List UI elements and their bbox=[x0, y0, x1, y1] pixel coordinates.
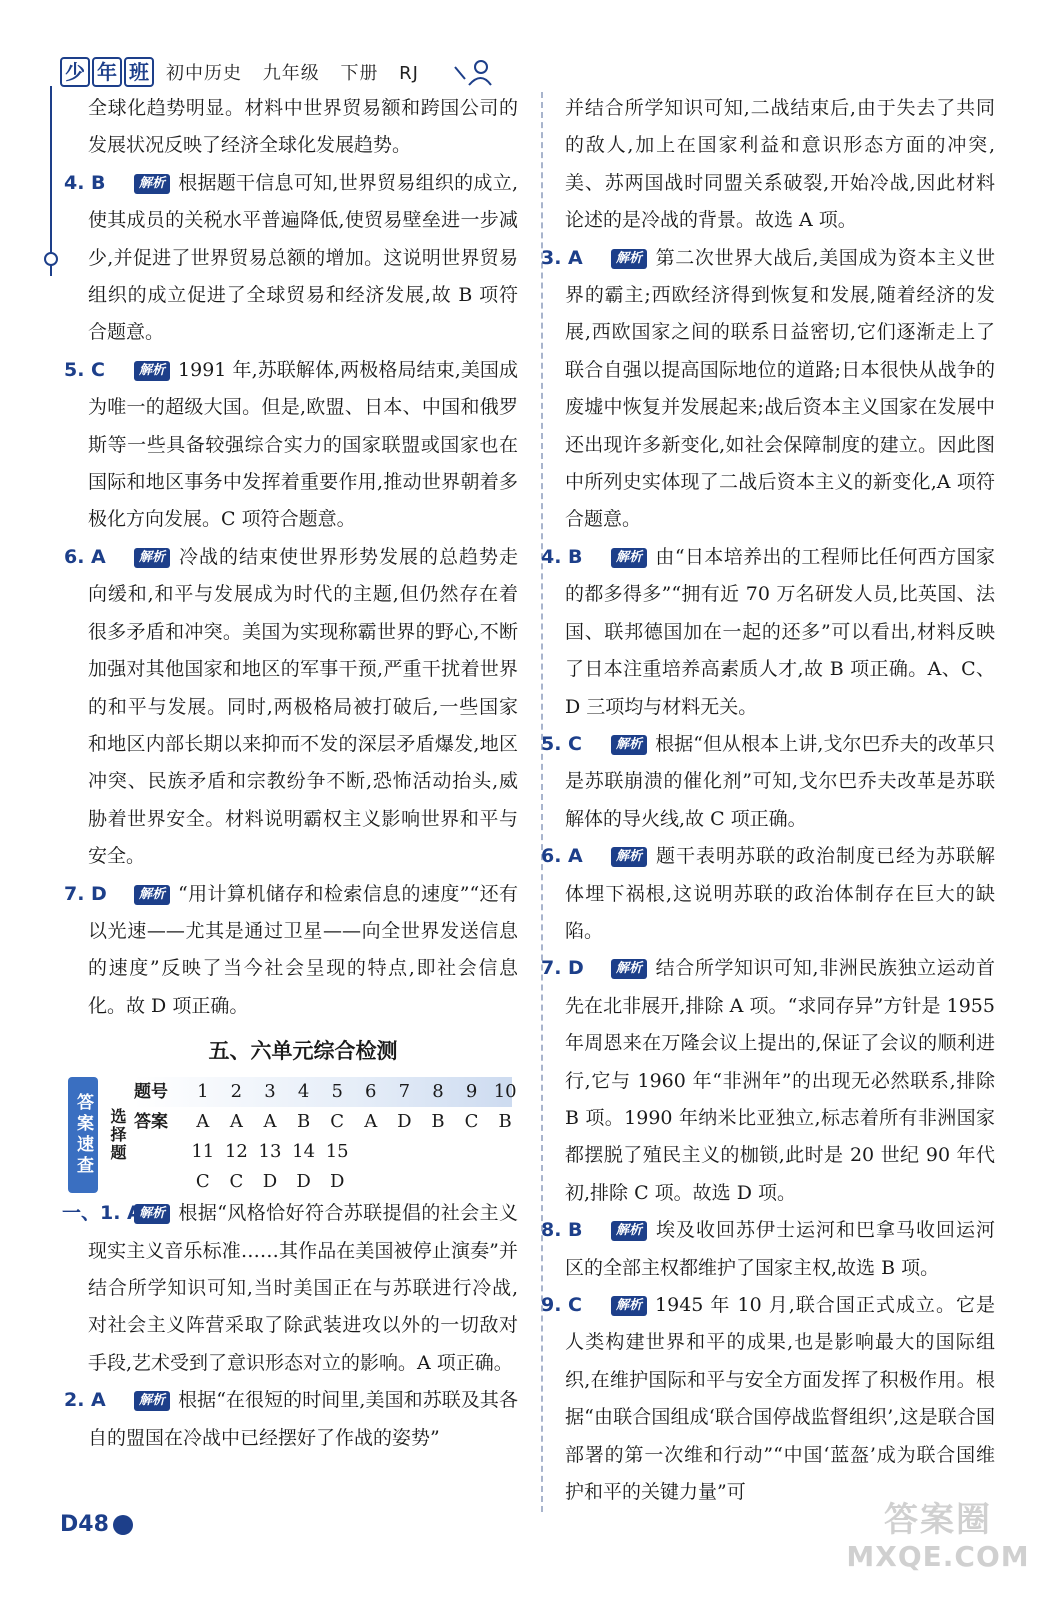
quick-cell: B bbox=[431, 1111, 445, 1133]
quick-cell: 10 bbox=[493, 1081, 517, 1103]
section-title: 五、六单元综合检测 bbox=[208, 1039, 398, 1064]
margin-ring-icon bbox=[44, 252, 58, 266]
brand-logo bbox=[60, 57, 154, 87]
quick-row bbox=[134, 1077, 522, 1107]
quick-cell: 9 bbox=[465, 1081, 478, 1103]
answer-item bbox=[541, 838, 995, 950]
quick-cell: 12 bbox=[224, 1141, 248, 1163]
quick-cell: 8 bbox=[432, 1081, 444, 1103]
quick-cell: C bbox=[195, 1171, 210, 1193]
quick-cell: 11 bbox=[191, 1141, 215, 1163]
quick-row-head: 题号 bbox=[134, 1082, 168, 1103]
analysis-tag: 解析 bbox=[611, 548, 647, 568]
quick-row-head bbox=[134, 1137, 186, 1167]
answer-text: 第二次世界大战后,美国成为资本主义世界的霸主;西欧经济得到恢复和发展,随着经济的发展,西欧国家之间的联系日益密切,它们逐渐走上了联合自强以提高国际地位的道路;日本很快从战争的废墟中恢复并发展起来;战后资本主义国家在发展中还出现许多新变化,如社会保障制度的建立。因此图中所列史实体现了二战后资本主义的新变化,A 项符合题意。 bbox=[565, 246, 995, 531]
quick-cell: 14 bbox=[292, 1141, 316, 1163]
answer-item bbox=[565, 90, 995, 240]
answer-item bbox=[541, 726, 995, 838]
answer-text: 由“日本培养出的工程师比任何西方国家的都多得多”“拥有近 70 万名研发人员,比英国、法国、联邦德国加在一起的还多”可以看出,材料反映了日本注重培养高素质人才,故 B 项正确。A、C、D 三项均与材料无关。 bbox=[565, 545, 995, 718]
quick-grid bbox=[134, 1077, 522, 1197]
answer-number: 6. A bbox=[541, 845, 583, 868]
page-number bbox=[60, 1512, 133, 1537]
answer-number: 一、1. A bbox=[62, 1202, 142, 1225]
quick-sub-label: 选择题 bbox=[108, 1108, 127, 1163]
answer-item bbox=[541, 240, 995, 539]
answer-item bbox=[64, 165, 518, 352]
analysis-tag: 解析 bbox=[611, 1296, 647, 1316]
answer-number: 5. C bbox=[64, 358, 105, 381]
quick-cell: A bbox=[196, 1111, 210, 1133]
answer-text: 并结合所学知识可知,二战结束后,由于失去了共同的敌人,加上在国家利益和意识形态方面的冲突,美、苏两国战时同盟关系破裂,开始冷战,因此材料论述的是冷战的背景。故选 A 项。 bbox=[565, 97, 995, 232]
answer-text: 1991 年,苏联解体,两极格局结束,美国成为唯一的超级大国。但是,欧盟、日本、中国和俄罗斯等一些具备较强综合实力的国家联盟或国家也在国际和地区事务中发挥着重要作用,推动世界朝着多极化方向发展。C 项符合题意。 bbox=[88, 358, 518, 531]
answer-number: 7. D bbox=[541, 957, 584, 980]
brand-char: 年 bbox=[92, 57, 122, 87]
quick-row bbox=[134, 1167, 522, 1197]
quick-cell: A bbox=[263, 1111, 277, 1133]
answer-item bbox=[88, 90, 518, 165]
watermark-line: 答案圈 bbox=[884, 1500, 992, 1540]
analysis-tag: 解析 bbox=[611, 847, 647, 867]
analysis-tag: 解析 bbox=[611, 735, 647, 755]
page-dot-icon bbox=[113, 1515, 133, 1535]
quick-cell: 1 bbox=[197, 1081, 209, 1103]
answer-number: 3. A bbox=[541, 246, 583, 269]
answer-number: 2. A bbox=[64, 1389, 106, 1412]
quick-cell: A bbox=[229, 1111, 243, 1133]
quick-cell: C bbox=[464, 1111, 479, 1133]
answer-text: 根据题干信息可知,世界贸易组织的成立,使其成员的关税水平普遍降低,使贸易壁垒进一步减少,并促进了世界贸易总额的增加。这说明世界贸易组织的成立促进了全球贸易和经济发展,故 B 项符合题意。 bbox=[88, 171, 518, 344]
quick-cell: 7 bbox=[398, 1081, 411, 1103]
quick-row-head: 答案 bbox=[134, 1112, 168, 1133]
analysis-tag: 解析 bbox=[134, 174, 170, 194]
analysis-tag: 解析 bbox=[134, 361, 170, 381]
answer-text: 1945 年 10 月,联合国正式成立。它是人类构建世界和平的成果,也是影响最大的国际组织,在维护国际和平与安全方面发挥了积极作用。根据“由联合国组成‘联合国停战监督组织’,这是联合国部署的第一次维和行动”“中国‘蓝盔’成为联合国维护和平的关键力量”可 bbox=[565, 1294, 995, 1504]
analysis-tag: 解析 bbox=[611, 959, 647, 979]
book-info: 初中历史 九年级 下册 RJ bbox=[166, 63, 419, 84]
answer-text: 题干表明苏联的政治制度已经为苏联解体埋下祸根,这说明苏联的政治体制存在巨大的缺陷。 bbox=[565, 845, 995, 942]
analysis-tag: 解析 bbox=[611, 249, 647, 269]
answer-text: 根据“但从根本上讲,戈尔巴乔夫的改革只是苏联崩溃的催化剂”可知,戈尔巴乔夫改革是苏联解体的导火线,故 C 项正确。 bbox=[565, 732, 995, 830]
quick-cell: D bbox=[397, 1111, 412, 1133]
analysis-tag: 解析 bbox=[611, 1221, 647, 1241]
quick-row bbox=[134, 1107, 522, 1137]
answer-number: 7. D bbox=[64, 882, 107, 905]
answer-number: 8. B bbox=[541, 1219, 583, 1242]
margin-rule bbox=[50, 86, 52, 276]
quick-cell: 2 bbox=[230, 1081, 243, 1103]
answer-item bbox=[541, 950, 995, 1212]
answer-item bbox=[541, 1287, 995, 1511]
quick-cell: B bbox=[296, 1111, 311, 1133]
page-number-text: D48 bbox=[60, 1512, 109, 1537]
page-header bbox=[60, 52, 540, 92]
answer-number: 5. C bbox=[541, 732, 582, 755]
quick-cell: A bbox=[364, 1111, 378, 1133]
student-icon bbox=[453, 57, 493, 87]
quick-cell: C bbox=[229, 1171, 244, 1193]
brand-char: 班 bbox=[124, 57, 154, 87]
analysis-tag: 解析 bbox=[134, 1204, 170, 1224]
quick-cell: C bbox=[330, 1111, 345, 1133]
answer-number: 4. B bbox=[541, 545, 583, 568]
watermark-line: MXQE.COM bbox=[846, 1540, 1030, 1573]
quick-cell: 6 bbox=[365, 1081, 377, 1103]
answer-text: 埃及收回苏伊士运河和巴拿马收回运河区的全部主权都维护了国家主权,故选 B 项。 bbox=[565, 1219, 995, 1279]
answer-item bbox=[541, 1212, 995, 1287]
analysis-tag: 解析 bbox=[134, 548, 170, 568]
quick-row bbox=[134, 1137, 522, 1167]
answer-text: 根据“在很短的时间里,美国和苏联及其各自的盟国在冷战中已经摆好了作战的姿势” bbox=[88, 1389, 518, 1449]
quick-cell: D bbox=[262, 1171, 278, 1193]
answer-item bbox=[64, 539, 518, 876]
answer-text: 根据“风格恰好符合苏联提倡的社会主义现实主义音乐标准……其作品在美国被停止演奏”并结合所学知识可知,当时美国正在与苏联进行冷战,对社会主义阵营采取了除武装进攻以外的一切敌对手段,艺术受到了意识形态对立的影响。A 项正确。 bbox=[88, 1202, 518, 1374]
answer-number: 6. A bbox=[64, 545, 106, 568]
left-column bbox=[62, 90, 518, 1457]
answer-text: 结合所学知识可知,非洲民族独立运动首先在北非展开,排除 A 项。“求同存异”方针是 1955 年周恩来在万隆会议上提出的,保证了会议的顺利进行,它与 1960 年“非洲年”的出现无必然联系,排除 B 项。1990 年纳米比亚独立,标志着所有非洲国家都摆脱了殖民主义的枷锁,此时是 20 世纪 90 年代初,排除 C 项。故选 D 项。 bbox=[565, 957, 995, 1204]
answer-text: 全球化趋势明显。材料中世界贸易额和跨国公司的发展状况反映了经济全球化发展趋势。 bbox=[88, 97, 518, 157]
answer-item bbox=[64, 352, 518, 539]
brand-char: 少 bbox=[60, 57, 90, 87]
answer-item bbox=[541, 539, 995, 726]
quick-cell: 4 bbox=[297, 1081, 310, 1103]
quick-cell: 3 bbox=[264, 1081, 276, 1103]
answer-item bbox=[64, 876, 518, 1026]
quick-cell: B bbox=[498, 1111, 512, 1133]
answer-number: 9. C bbox=[541, 1294, 582, 1316]
answer-number: 4. B bbox=[64, 171, 106, 194]
answer-text: 冷战的结束使世界形势发展的总趋势走向缓和,和平与发展成为时代的主题,但仍然存在着很多矛盾和冲突。美国为实现称霸世界的野心,不断加强对其他国家和地区的军事干预,严重干扰着世界的和平与发展。同时,两极格局被打破后,一些国家和地区内部长期以来抑而不发的深层矛盾爆发,地区冲突、民族矛盾和宗教纷争不断,恐怖活动抬头,威胁着世界安全。材料说明霸权主义影响世界和平与安全。 bbox=[88, 545, 518, 868]
quick-row-head bbox=[134, 1167, 186, 1197]
analysis-tag: 解析 bbox=[134, 1391, 170, 1411]
answer-item bbox=[62, 1195, 518, 1382]
answer-item bbox=[64, 1382, 518, 1457]
answer-quick-table bbox=[68, 1077, 518, 1195]
quick-cell: 5 bbox=[331, 1081, 343, 1103]
quick-cell: 15 bbox=[325, 1141, 349, 1163]
quick-cell: D bbox=[296, 1171, 311, 1193]
analysis-tag: 解析 bbox=[134, 885, 170, 905]
answer-text: “用计算机储存和检索信息的速度”“还有以光速——尤其是通过卫星——向全世界发送信息的速度”反映了当今社会呈现的特点,即社会信息化。故 D 项正确。 bbox=[88, 882, 518, 1017]
quick-cell: D bbox=[329, 1171, 345, 1193]
quick-label: 答案速查 bbox=[68, 1077, 98, 1193]
right-column bbox=[541, 90, 995, 1511]
quick-cell: 13 bbox=[258, 1141, 282, 1163]
watermark bbox=[838, 1500, 1038, 1580]
